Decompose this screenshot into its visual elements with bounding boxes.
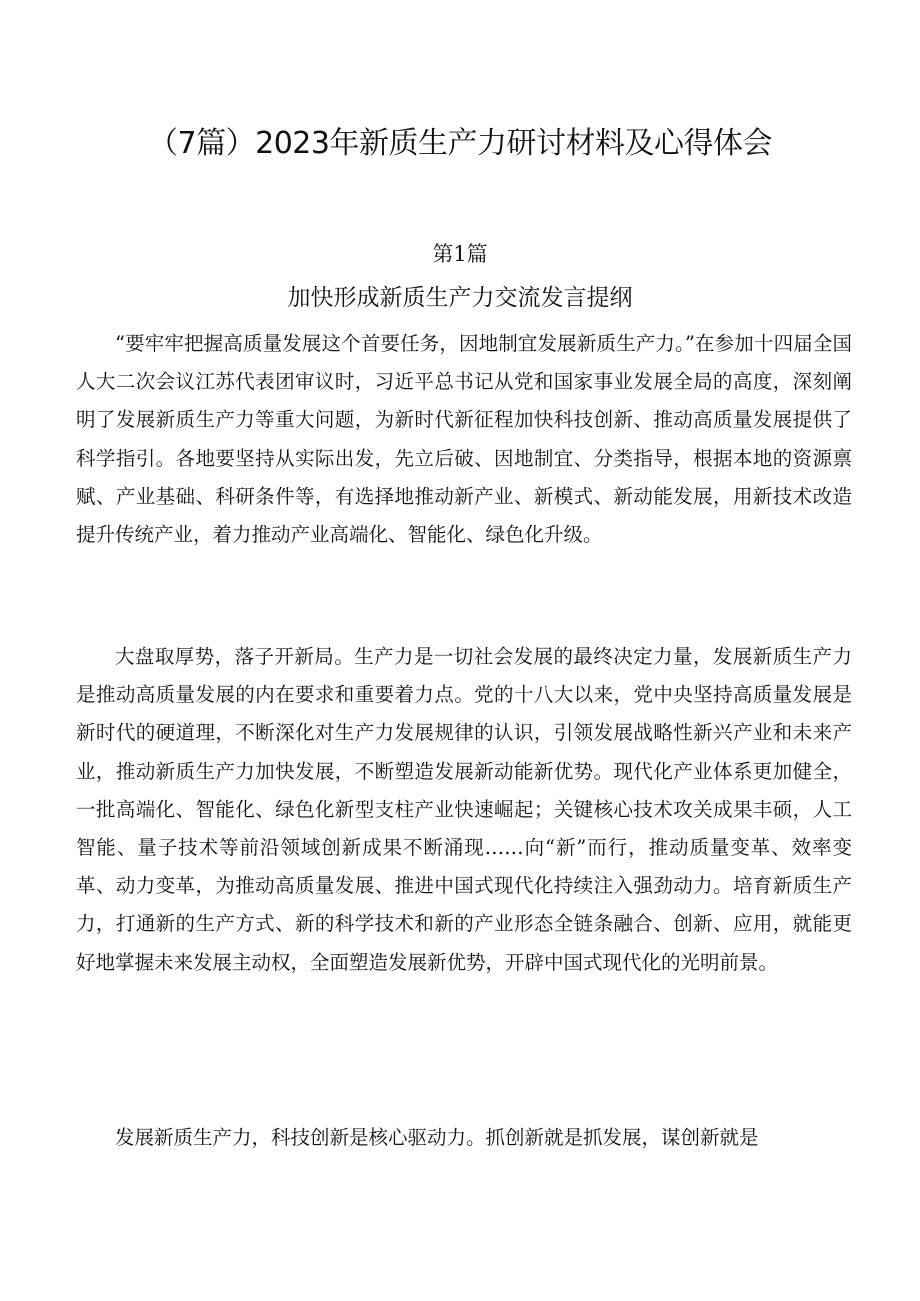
- body-paragraph: 发展新质生产力，科技创新是核心驱动力。抓创新就是抓发展，谋创新就是: [115, 1126, 759, 1149]
- body-paragraph: “要牢牢把握高质量发展这个首要任务，因地制宜发展新质生产力。”在参加十四届全国人大二次会议江苏代表团审议时，习近平总书记从党和国家事业发展全局的高度，深刻阐明了发展新质生产力等重大问题，为新时代新征程加快科技创新、推动高质量发展提供了科学指引。各地要坚持从实际出发，先立后破、因地制宜、分类指导，根据本地的资源禀赋、产业基础、科研条件等，有选择地推动新产业、新模式、新动能发展，用新技术改造提升传统产业，着力推动产业高端化、智能化、绿色化升级。: [76, 332, 852, 547]
- body-paragraph: 大盘取厚势，落子开新局。生产力是一切社会发展的最终决定力量，发展新质生产力是推动高质量发展的内在要求和重要着力点。党的十八大以来，党中央坚持高质量发展是新时代的硬道理，不断深化对生产力发展规律的认识，引领发展战略性新兴产业和未来产业，推动新质生产力加快发展，不断塑造发展新动能新优势。现代化产业体系更加健全，一批高端化、智能化、绿色化新型支柱产业快速崛起；关键核心技术攻关成果丰硕，人工智能、量子技术等前沿领域创新成果不断涌现……向“新”而行，推动质量变革、效率变革、动力变革，为推动高质量发展、推进中国式现代化持续注入强劲动力。培育新质生产力，打通新的生产方式、新的科学技术和新的产业形态全链条融合、创新、应用，就能更好地掌握未来发展主动权，全面塑造发展新优势，开辟中国式现代化的光明前景。: [76, 645, 852, 974]
- document-title: （7篇）2023年新质生产力研讨材料及心得体会: [148, 126, 772, 161]
- section-label: 第1篇: [432, 242, 488, 266]
- section-title: 加快形成新质生产力交流发言提纲: [287, 285, 633, 311]
